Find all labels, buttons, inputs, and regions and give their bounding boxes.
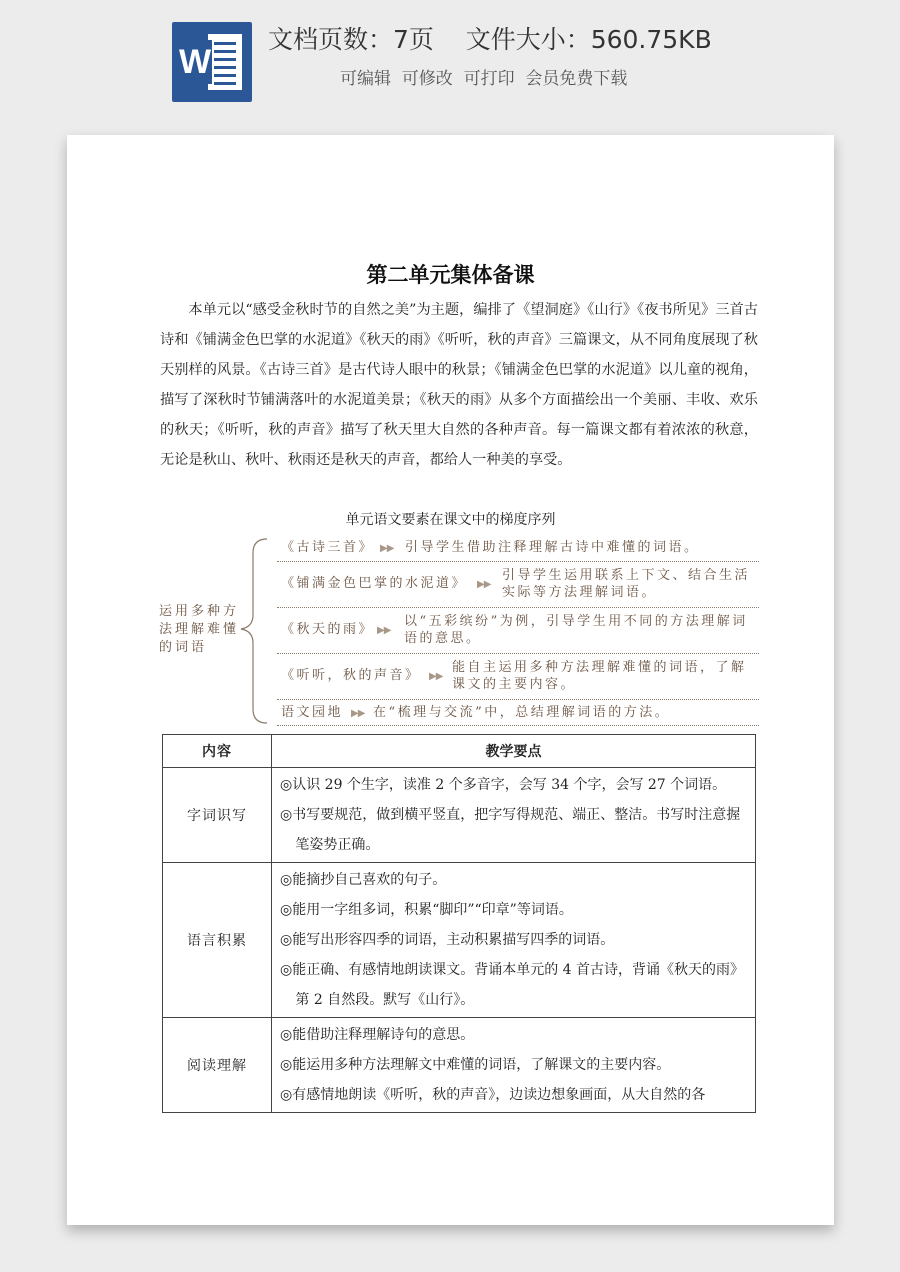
diagram-goal: 在“梳理与交流”中，总结理解词语的方法。 (373, 705, 671, 720)
diagram-goal: 以“五彩缤纷”为例，引导学生用不同的方法理解词语的意思。 (404, 614, 748, 646)
teaching-points-table (162, 734, 756, 1113)
diagram-lesson: 《听听，秋的声音》 (281, 668, 421, 683)
table-row (163, 1018, 756, 1113)
table-point: ◎有感情地朗读《听听，秋的声音》，边读边想象画面，从大自然的各 (280, 1087, 706, 1103)
diagram-row (277, 537, 759, 562)
table-category: 字词识写 (163, 768, 272, 863)
table-header-row (163, 735, 756, 768)
file-features: 可编辑 可修改 可打印 会员免费下载 (340, 69, 628, 89)
diagram-goal: 能自主运用多种方法理解难懂的词语，了解课文的主要内容。 (452, 660, 747, 692)
intro-text: 本单元以“感受金秋时节的自然之美”为主题，编排了《望洞庭》《山行》《夜书所见》三首古诗和《铺满金色巴掌的水泥道》《秋天的雨》《听听，秋的声音》三篇课文，从不同角度展现了秋天别样的风景。《古诗三首》是古代诗人眼中的秋景；《铺满金色巴掌的水泥道》以儿童的视角，描写了深秋时节铺满落叶的水泥道美景；《秋天的雨》从多个方面描绘出一个美丽、丰收、欢乐的秋天；《听听，秋的声音》描写了秋天里大自然的各种声音。每一篇课文都有着浓浓的秋意，无论是秋山、秋叶、秋雨还是秋天的声音，都给人一种美的享受。 (160, 302, 758, 468)
table-point: ◎能正确、有感情地朗读课文。背诵本单元的 4 首古诗，背诵《秋天的雨》第 2 自然段。默写《山行》。 (280, 962, 745, 1008)
gradient-sequence-diagram (67, 533, 834, 729)
table-category: 阅读理解 (163, 1018, 272, 1113)
double-arrow-icon: ▶▶ (380, 543, 394, 554)
download-banner (0, 0, 900, 118)
double-arrow-icon: ▶▶ (351, 708, 365, 719)
diagram-lesson: 《铺满金色巴掌的水泥道》 (281, 576, 468, 591)
file-info: 文档页数：7页 文件大小：560.75KB (268, 25, 712, 54)
double-arrow-icon: ▶▶ (429, 671, 443, 682)
table-points (272, 863, 756, 1018)
diagram-root-label: 运用多种方法理解难懂的词语 (159, 604, 240, 655)
table-point: ◎书写要规范，做到横平竖直，把字写得规范、端正、整洁。书写时注意握笔姿势正确。 (280, 807, 741, 853)
diagram-goal: 引导学生借助注释理解古诗中难懂的词语。 (405, 540, 700, 555)
diagram-lesson: 《古诗三首》 (281, 540, 375, 555)
table-point: ◎能用一字组多词，积累“脚印”“印章”等词语。 (280, 902, 573, 918)
diagram-lesson: 《秋天的雨》 (281, 622, 375, 637)
table-row (163, 863, 756, 1018)
table-point: ◎能写出形容四季的词语，主动积累描写四季的词语。 (280, 932, 615, 948)
document-title: 第二单元集体备课 (366, 262, 535, 287)
table-point: ◎认识 29 个生字，读准 2 个多音字，会写 34 个字，会写 27 个词语。 (280, 777, 727, 793)
word-logo-letter: W (178, 40, 212, 84)
table-points (272, 1018, 756, 1113)
table-row (163, 768, 756, 863)
double-arrow-icon: ▶▶ (477, 579, 491, 590)
double-arrow-icon: ▶▶ (377, 625, 391, 636)
table-header-points: 教学要点 (272, 735, 756, 768)
table-point: ◎能运用多种方法理解文中难懂的词语，了解课文的主要内容。 (280, 1057, 671, 1073)
diagram-goal: 引导学生运用联系上下文、结合生活实际等方法理解词语。 (502, 568, 751, 600)
diagram-row (277, 561, 759, 608)
table-point: ◎能借助注释理解诗句的意思。 (280, 1027, 475, 1043)
diagram-row (277, 607, 759, 654)
document-page (67, 135, 834, 1225)
diagram-row (277, 653, 759, 700)
table-header-content: 内容 (163, 735, 272, 768)
word-doc-icon (172, 22, 252, 102)
intro-paragraph (160, 295, 758, 475)
diagram-row (277, 699, 759, 726)
diagram-title: 单元语文要素在课文中的梯度序列 (345, 512, 556, 528)
table-point: ◎能摘抄自己喜欢的句子。 (280, 872, 447, 888)
table-points (272, 768, 756, 863)
table-category: 语言积累 (163, 863, 272, 1018)
diagram-lesson: 语文园地 (281, 705, 344, 720)
